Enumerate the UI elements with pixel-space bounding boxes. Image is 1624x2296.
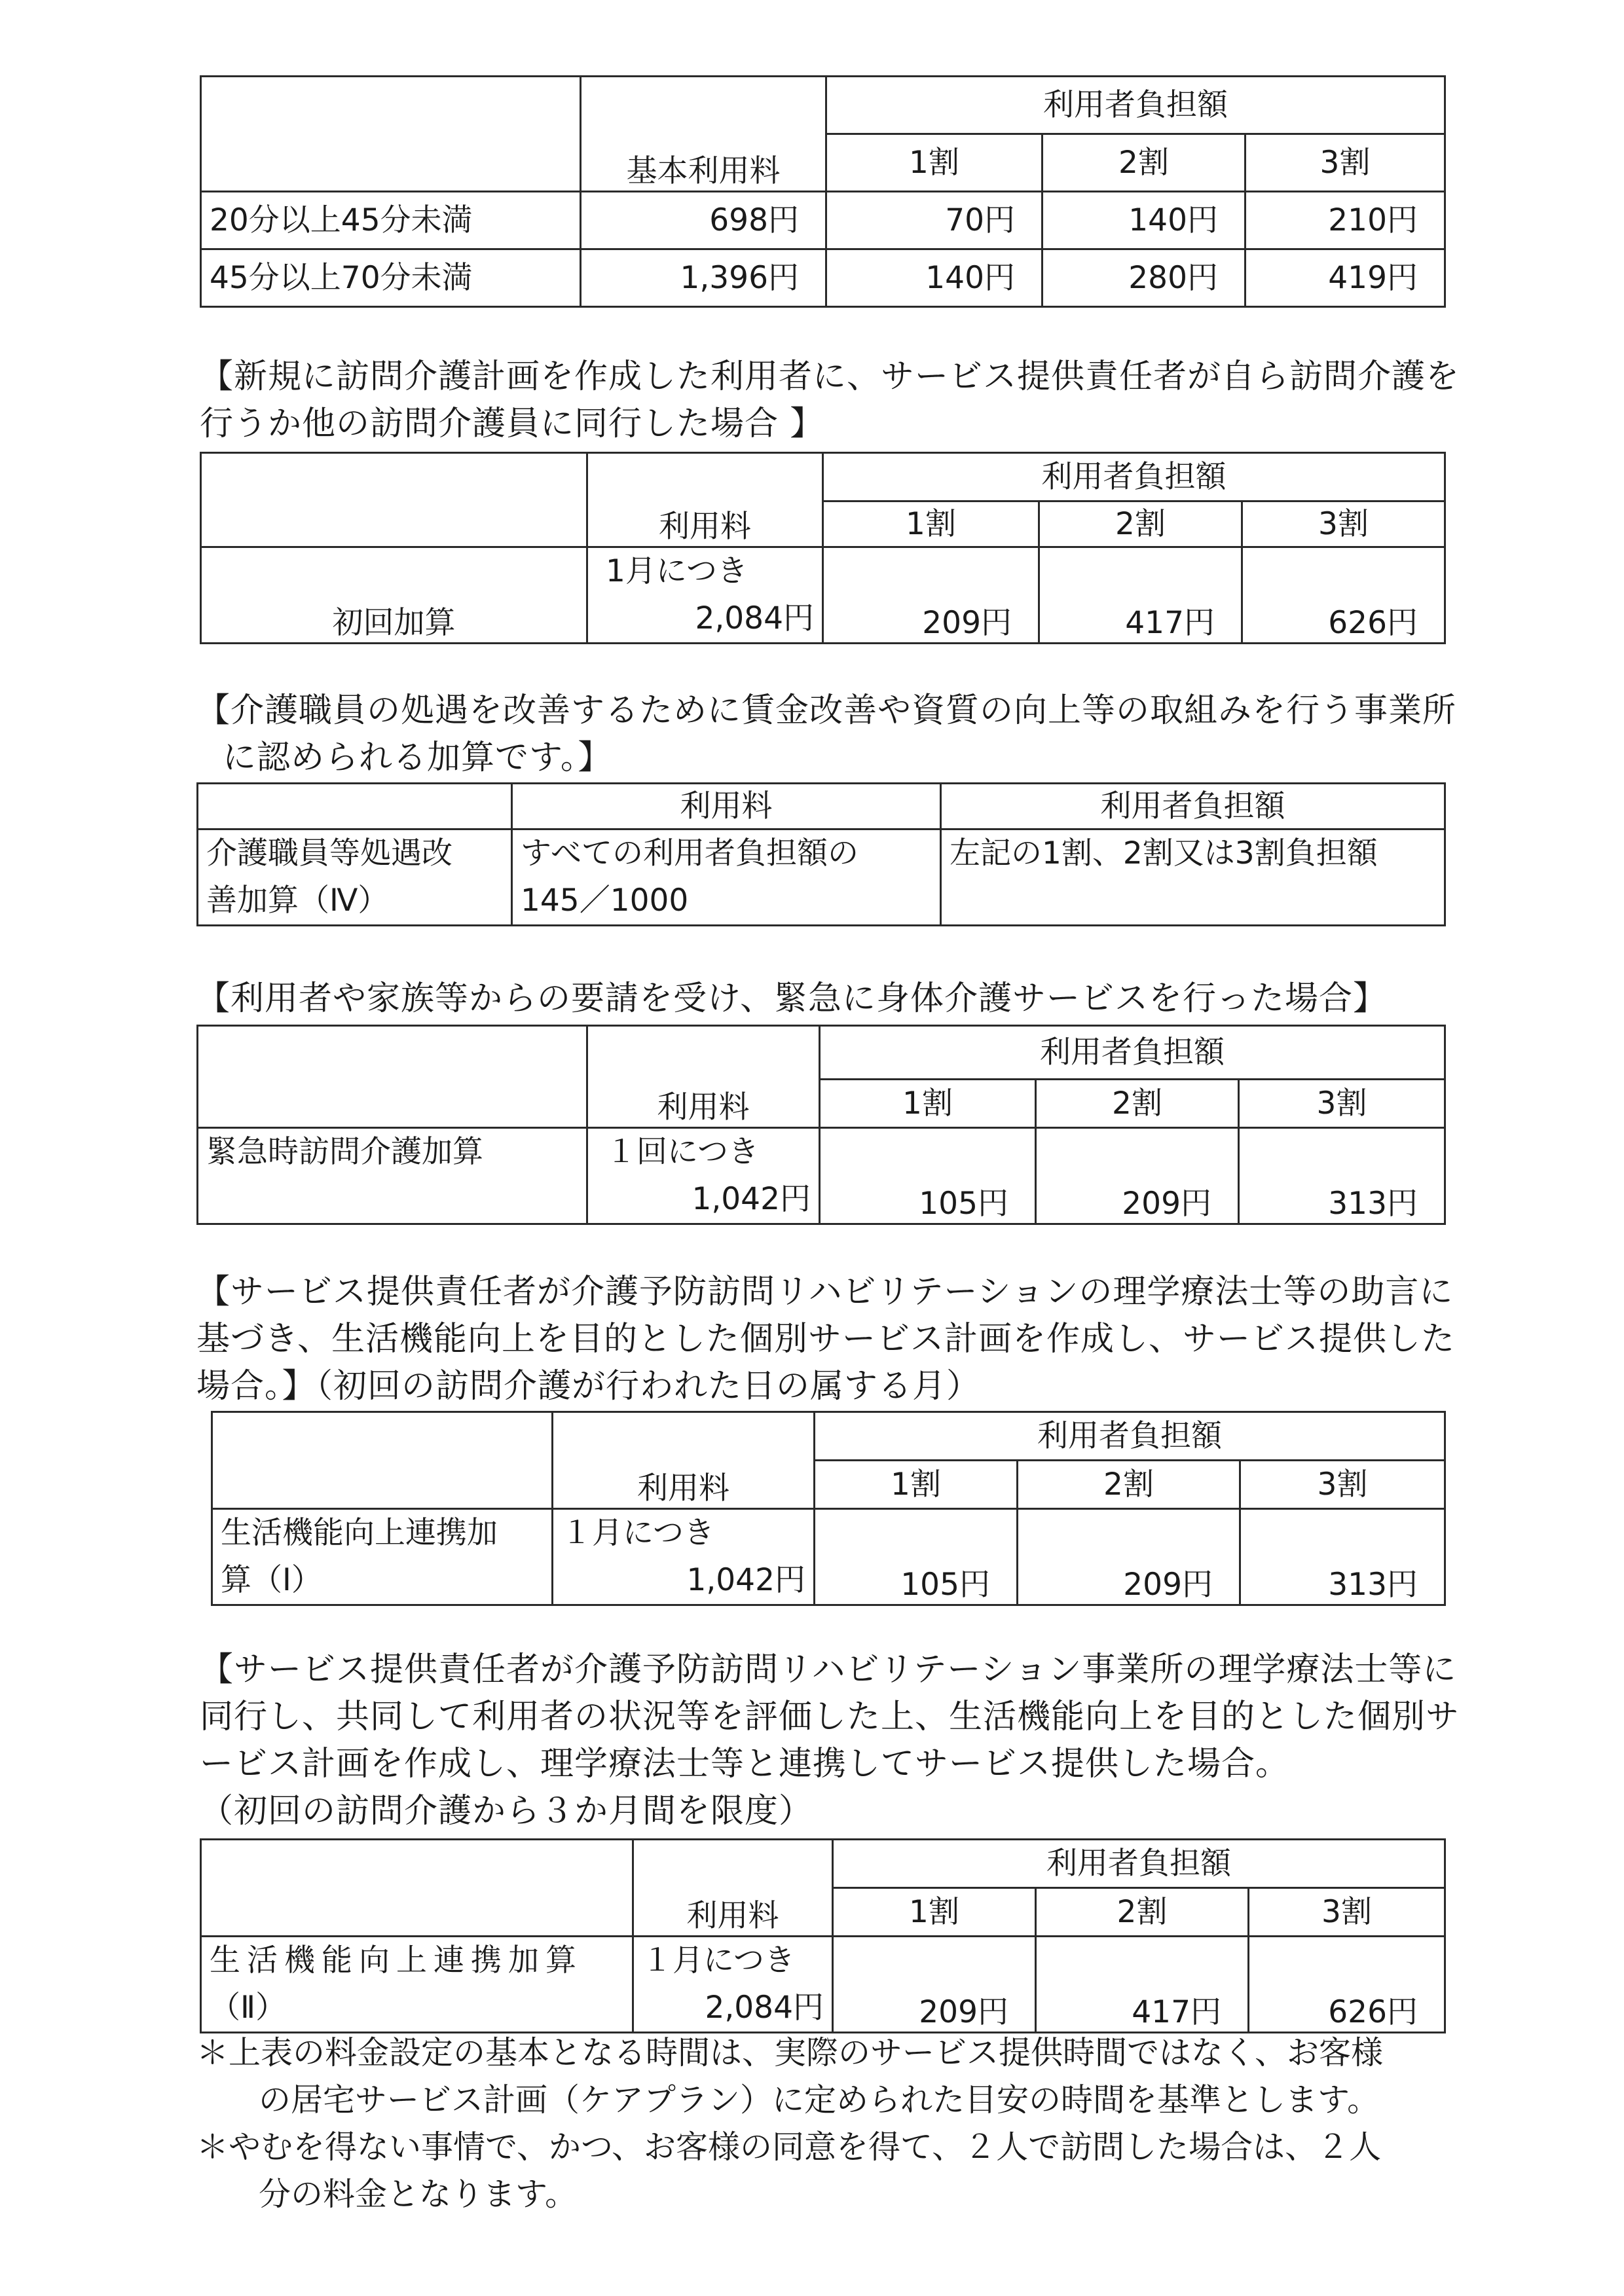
row-fee: 2,084円: [695, 600, 814, 636]
table-function-improvement-1: [211, 1411, 1446, 1606]
row-label-cell: [198, 829, 512, 926]
row-label: 初回加算: [201, 547, 587, 644]
header-3wari: 3割: [1246, 134, 1445, 192]
heading-line: 基づき、生活機能向上を目的とした個別サービス計画を作成し、サービス提供した: [196, 1320, 1455, 1358]
header-fee: 利用料: [587, 1026, 820, 1128]
row-burden: 左記の1割、2割又は3割負担額: [950, 835, 1378, 871]
row-fee-cell: [553, 1509, 815, 1605]
row-2wari: 417円: [1036, 1937, 1249, 2033]
heading-line: 同行し、共同して利用者の状況等を評価した上、生活機能向上を目的とした個別サ: [200, 1698, 1460, 1736]
row-unit: １月につき: [561, 1515, 715, 1551]
table-first-visit: [200, 452, 1446, 644]
row-label: 算（Ⅰ）: [221, 1562, 322, 1598]
row-2wari: 417円: [1039, 547, 1242, 644]
row-3wari: 626円: [1242, 547, 1445, 644]
header-burden: 利用者負担額: [815, 1412, 1445, 1461]
header-fee: 利用料: [587, 453, 823, 547]
header-2wari: 2割: [1036, 1888, 1249, 1937]
header-1wari: 1割: [826, 134, 1043, 192]
row-2wari: 209円: [1018, 1509, 1240, 1605]
row-fee-cell: [587, 547, 823, 644]
header-1wari: 1割: [815, 1461, 1018, 1509]
row-fee: 1,042円: [686, 1562, 805, 1598]
heading-line: 【サービス提供責任者が介護予防訪問リハビリテーションの理学療法士等の助言に: [196, 1273, 1454, 1311]
heading-line: 【利用者や家族等からの要請を受け、緊急に身体介護サービスを行った場合】: [196, 979, 1387, 1018]
row-fee-cell: [587, 1128, 820, 1224]
row-1wari: 209円: [833, 1937, 1036, 2033]
header-1wari: 1割: [820, 1080, 1036, 1128]
footnote-line: の居宅サービス計画（ケアプラン）に定められた目安の時間を基準とします。: [259, 2081, 1380, 2119]
table-treatment-improvement: [196, 782, 1446, 926]
row-unit: 1月につき: [606, 553, 748, 589]
section-heading: [200, 354, 1460, 448]
row-fee: すべての利用者負担額の: [521, 835, 859, 871]
heading-line: ービス計画を作成し、理学療法士等と連携してサービス提供した場合。: [200, 1745, 1290, 1783]
row-burden-cell: [941, 829, 1445, 926]
heading-line: 【サービス提供責任者が介護予防訪問リハビリテーション事業所の理学療法士等に: [200, 1650, 1457, 1689]
row-fee: 1,042円: [692, 1181, 811, 1217]
section-heading: [196, 975, 1387, 1023]
header-fee: 基本利用料: [581, 77, 826, 192]
table-row: [201, 1937, 1445, 2033]
row-fee-cell: [512, 829, 941, 926]
header-fee: 利用料: [633, 1840, 833, 1937]
header-2wari: 2割: [1039, 501, 1242, 547]
header-1wari: 1割: [823, 501, 1039, 547]
row-unit: １回につき: [606, 1134, 760, 1170]
header-blank: [201, 77, 581, 192]
header-burden: 利用者負担額: [820, 1026, 1445, 1080]
header-2wari: 2割: [1043, 134, 1246, 192]
row-2wari: 209円: [1036, 1128, 1239, 1224]
header-burden: 利用者負担額: [833, 1840, 1445, 1888]
heading-line: に認められる加算です。】: [223, 738, 612, 777]
header-1wari: 1割: [833, 1888, 1036, 1937]
table-basic-fee: [200, 75, 1446, 308]
heading-line: （初回の訪問介護から３か月間を限度）: [200, 1792, 813, 1831]
row-3wari: 313円: [1240, 1509, 1445, 1605]
row-fee-cell: [633, 1937, 833, 2033]
header-3wari: 3割: [1242, 501, 1445, 547]
row-label: 生活機能向上連携加算: [210, 1942, 583, 1978]
row-1wari: 140円: [826, 249, 1043, 307]
row-fee: 145／1000: [521, 883, 689, 919]
row-fee: 1,396円: [581, 249, 826, 307]
header-3wari: 3割: [1249, 1888, 1445, 1937]
row-label-cell: [212, 1509, 553, 1605]
footnote-line: ＊やむを得ない事情で、かつ、お客様の同意を得て、２人で訪問した場合は、２人: [196, 2128, 1382, 2166]
section-heading: [200, 1647, 1460, 1835]
header-fee: 利用料: [553, 1412, 815, 1509]
row-3wari: 419円: [1246, 249, 1445, 307]
row-label: 介護職員等処遇改: [206, 835, 452, 871]
header-burden: 利用者負担額: [941, 784, 1445, 829]
row-label: 20分以上45分未満: [201, 192, 581, 249]
row-label-cell: [198, 1128, 587, 1224]
row-fee: 698円: [581, 192, 826, 249]
row-1wari: 70円: [826, 192, 1043, 249]
table-row: [201, 192, 1445, 249]
row-1wari: 105円: [820, 1128, 1036, 1224]
table-row: [212, 1509, 1445, 1605]
table-row: [198, 829, 1445, 926]
row-label-cell: [201, 1937, 633, 2033]
row-2wari: 280円: [1043, 249, 1246, 307]
header-burden: 利用者負担額: [823, 453, 1445, 501]
row-label: 45分以上70分未満: [201, 249, 581, 307]
header-2wari: 2割: [1018, 1461, 1240, 1509]
table-row: [201, 249, 1445, 307]
heading-line: 場合。】（初回の訪問介護が行われた日の属する月）: [196, 1367, 981, 1406]
row-fee: 2,084円: [705, 1990, 824, 2026]
heading-line: 行うか他の訪問介護員に同行した場合 】: [200, 405, 824, 443]
header-fee: 利用料: [512, 784, 941, 829]
table-function-improvement-2: [200, 1838, 1446, 2033]
table-emergency-visit: [196, 1025, 1446, 1225]
row-label: （Ⅱ）: [210, 1990, 287, 2026]
row-2wari: 140円: [1043, 192, 1246, 249]
section-heading: [196, 687, 1456, 782]
row-unit: １月につき: [642, 1942, 796, 1978]
row-label: 生活機能向上連携加: [221, 1515, 498, 1551]
table-row: [201, 547, 1445, 644]
section-heading: [196, 1269, 1455, 1410]
row-3wari: 626円: [1249, 1937, 1445, 2033]
heading-line: 【介護職員の処遇を改善するために賃金改善や資質の向上等の取組みを行う事業所: [196, 691, 1457, 730]
header-burden: 利用者負担額: [826, 77, 1445, 134]
row-label: 善加算（Ⅳ）: [206, 883, 389, 919]
row-1wari: 209円: [823, 547, 1039, 644]
header-3wari: 3割: [1239, 1080, 1445, 1128]
footnote-line: ＊上表の料金設定の基本となる時間は、実際のサービス提供時間ではなく、お客様: [196, 2034, 1384, 2071]
row-3wari: 313円: [1239, 1128, 1445, 1224]
footnote: [196, 2030, 1383, 2218]
heading-line: 【新規に訪問介護計画を作成した利用者に、サービス提供責任者が自ら訪問介護を: [200, 357, 1460, 396]
row-1wari: 105円: [815, 1509, 1018, 1605]
footnote-line: 分の料金となります。: [259, 2176, 578, 2213]
table-row: [198, 1128, 1445, 1224]
header-2wari: 2割: [1036, 1080, 1239, 1128]
header-3wari: 3割: [1240, 1461, 1445, 1509]
row-3wari: 210円: [1246, 192, 1445, 249]
row-label: 緊急時訪問介護加算: [206, 1134, 483, 1170]
